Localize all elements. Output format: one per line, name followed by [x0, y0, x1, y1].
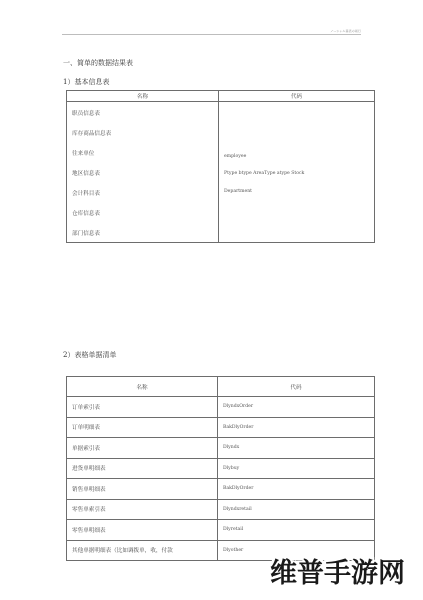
- table-cell-name: 销售单明细表: [67, 479, 218, 500]
- column-header-code: 代码: [219, 91, 375, 102]
- table-cell-name: 进货单明细表: [67, 458, 218, 479]
- table-cell-code: BakDlyOrder: [218, 479, 375, 500]
- code-line: Department: [224, 188, 253, 194]
- table-cell-codes: [219, 102, 375, 243]
- table-row: [67, 438, 375, 459]
- table-cell-code: BakDlyOrder: [218, 417, 375, 438]
- table-cell-name: 库存商品信息表: [67, 122, 219, 142]
- column-header-name: 名称: [67, 377, 218, 397]
- table-cell-name: 订单索引表: [67, 397, 218, 418]
- table-cell-code: Dlyndx: [218, 438, 375, 459]
- table-cell-name: 往来单位: [67, 142, 219, 162]
- table-header-row: [67, 377, 375, 397]
- table-row: [67, 458, 375, 479]
- site-watermark: 维普手游网: [270, 558, 405, 589]
- voucher-list-table: [66, 376, 375, 561]
- table-cell-name: 其他单据明细表（比如调拨单，收，付款: [67, 540, 218, 561]
- table-row: [67, 397, 375, 418]
- table-row: [67, 479, 375, 500]
- table-cell-code: Dlyretail: [218, 520, 375, 541]
- table-cell-code: Dlyndxretail: [218, 499, 375, 520]
- column-header-code: 代码: [218, 377, 375, 397]
- header-divider: [62, 34, 361, 35]
- table-row: [67, 520, 375, 541]
- basic-info-heading: 1）基本信息表: [63, 78, 110, 86]
- header-note: ノーシャル基表の雨行: [330, 29, 361, 33]
- table-row: [67, 102, 375, 123]
- basic-info-table: [66, 90, 375, 243]
- table-row: [67, 417, 375, 438]
- code-line: Ptype btype AreaType atype Stock: [224, 171, 305, 177]
- table-cell-code: Dlybuy: [218, 458, 375, 479]
- table-cell-name: 职员信息表: [67, 102, 219, 123]
- table-cell-name: 零售单明细表: [67, 520, 218, 541]
- table-cell-name: 会计科目表: [67, 182, 219, 202]
- table-cell-code: DlyndxOrder: [218, 397, 375, 418]
- column-header-name: 名称: [67, 91, 219, 102]
- table-cell-name: 单据索引表: [67, 438, 218, 459]
- code-line: employee: [224, 153, 247, 159]
- table-row: [67, 499, 375, 520]
- table-header-row: [67, 91, 375, 102]
- table-cell-name: 部门信息表: [67, 222, 219, 243]
- table-cell-name: 仓库信息表: [67, 202, 219, 222]
- table-cell-name: 零售单索引表: [67, 499, 218, 520]
- table-cell-code: Dlyother: [218, 540, 375, 561]
- table-cell-name: 地区信息表: [67, 162, 219, 182]
- section-title: 一、简单的数据结果表: [63, 59, 133, 67]
- voucher-list-heading: 2）表格单据清单: [63, 351, 117, 359]
- table-cell-name: 订单明细表: [67, 417, 218, 438]
